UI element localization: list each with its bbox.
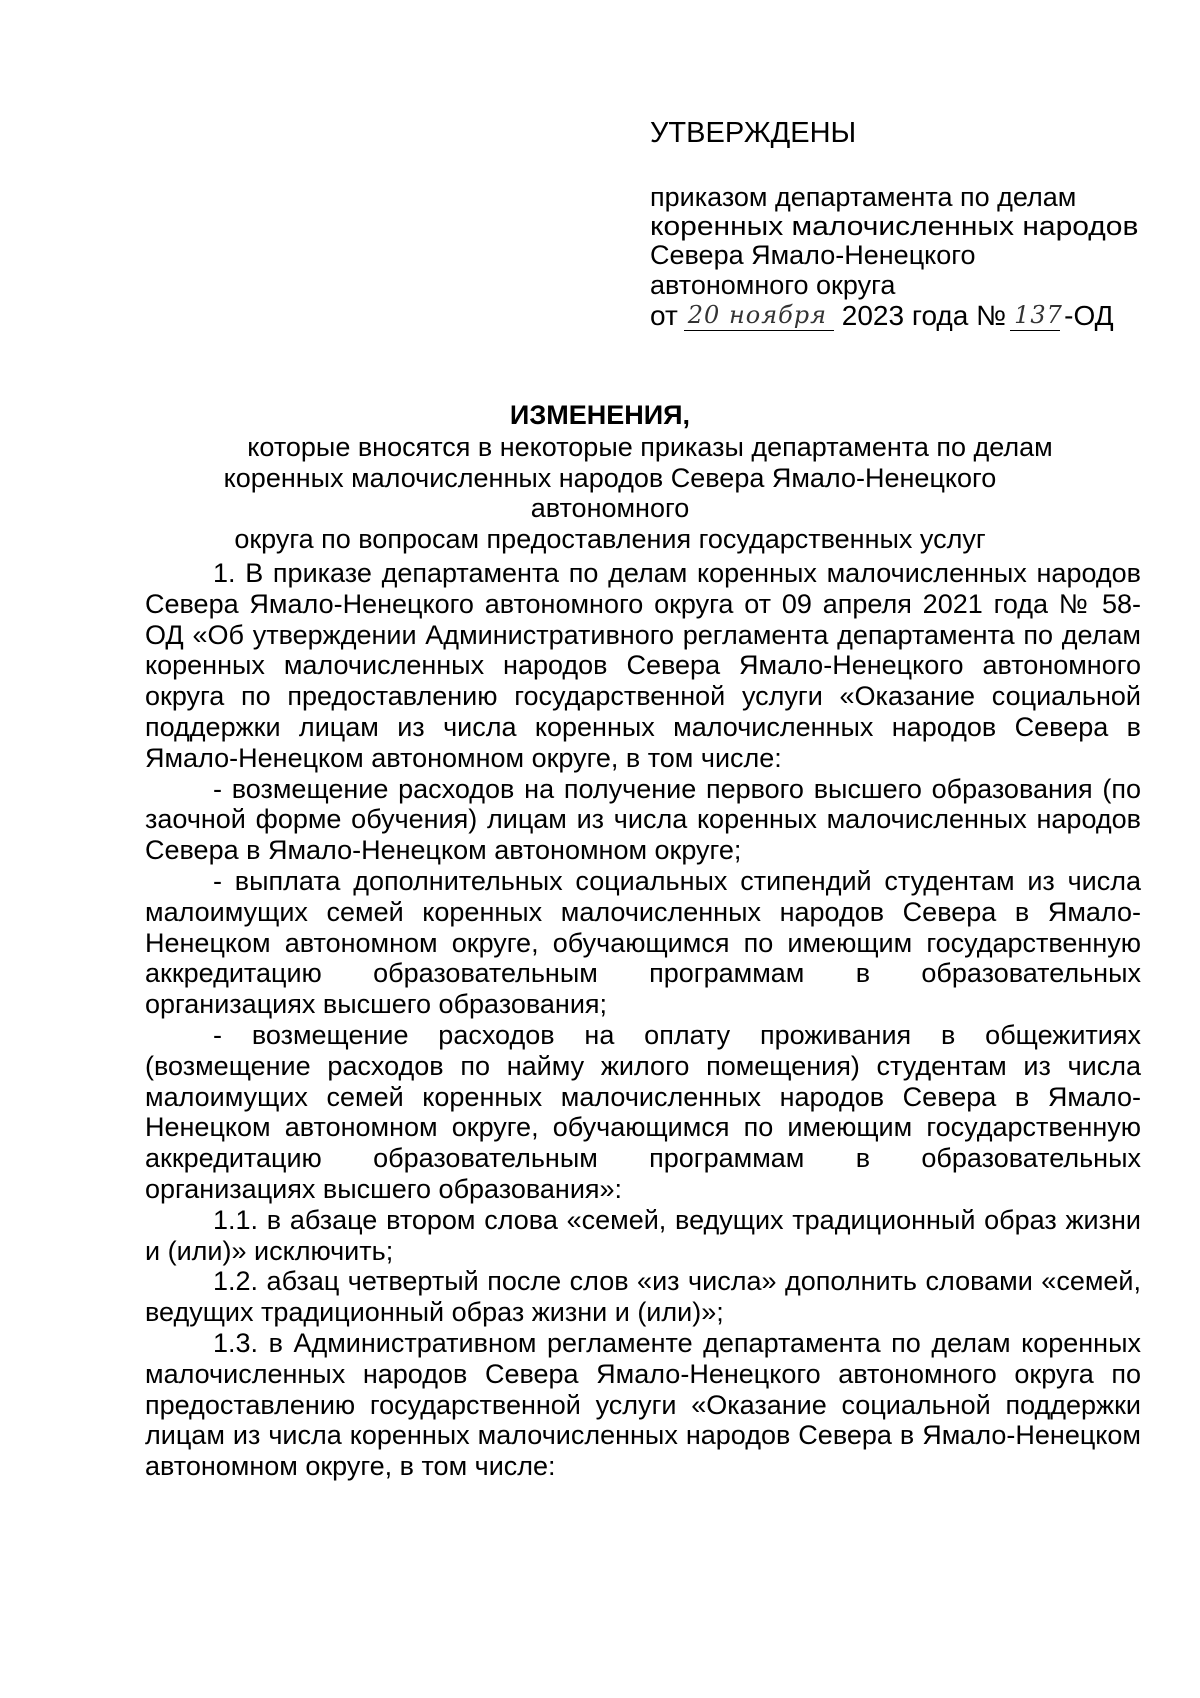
approval-date-line (650, 300, 1140, 331)
date-prefix: от (650, 300, 678, 331)
date-year: 2023 года № (841, 300, 1007, 331)
approval-line-3: Севера Ямало-Ненецкого (650, 240, 976, 270)
approval-line-4: автономного округа (650, 270, 896, 300)
approval-title: УТВЕРЖДЕНЫ (650, 117, 857, 149)
paragraph-bullet-2: - выплата дополнительных социальных стипендий студентам из числа малоимущих семей коренных малочисленных народов Севера в Ямало-Ненецком автономном округе, обучающимся по имеющим государственную аккредитацию образовательным программам в образовательных организациях высшего образования; (145, 865, 1141, 1020)
paragraph-1-1: 1.1. в абзаце втором слова «семей, ведущих традиционный образ жизни и (или)» исключить; (145, 1204, 1141, 1266)
date-field (684, 300, 834, 331)
subheading-line-3: округа по вопросам предоставления государственных услуг (234, 523, 986, 554)
paragraph-1-3: 1.3. в Административном регламенте департамента по делам коренных малочисленных народов Севера Ямало-Ненецкого автономного округа по предоставлению государственной услуги «Оказание социальной поддержки лицам из числа коренных малочисленных народов Севера в Ямало-Ненецком автономном округе, в том числе: (145, 1327, 1141, 1482)
paragraph-1-2: 1.2. абзац четвертый после слов «из числа» дополнить словами «семей, ведущих традиционный образ жизни и (или)»; (145, 1266, 1141, 1328)
number-field (1010, 300, 1063, 331)
handwritten-number: 137 (1014, 301, 1063, 329)
number-suffix: -ОД (1064, 300, 1114, 331)
paragraph-bullet-3: - возмещение расходов на оплату проживания в общежитиях (возмещение расходов по найму жилого помещения) студентам из числа малоимущих семей коренных малочисленных народов Севера в Ямало-Ненецком автономном округе, обучающимся по имеющим государственную аккредитацию образовательным программам в образовательных организациях высшего образования»: (145, 1019, 1141, 1204)
approval-line-1: приказом департамента по делам (650, 182, 1077, 212)
document-heading: ИЗМЕНЕНИЯ, (509, 400, 691, 430)
paragraph-bullet-1: - возмещение расходов на получение первого высшего образования (по заочной форме обучения) лицам из числа коренных малочисленных народов Севера в Ямало-Ненецком автономном округе; (145, 773, 1141, 866)
handwritten-date: 20 ноября (687, 301, 827, 329)
paragraph-1: 1. В приказе департамента по делам коренных малочисленных народов Севера Ямало-Ненецкого автономного округа от 09 апреля 2021 года № 58-ОД «Об утверждении Административного регламента департамента по делам коренных малочисленных народов Севера Ямало-Ненецкого автономного округа по предоставлению государственной услуги «Оказание социальной поддержки лицам из числа коренных малочисленных народов Севера в Ямало-Ненецком автономном округе, в том числе: (145, 558, 1141, 773)
document-body (145, 558, 1141, 1482)
approval-line-2: коренных малочисленных народов (650, 212, 1139, 242)
subheading-line-2: коренных малочисленных народов Севера Ямало-Ненецкого автономного (223, 462, 997, 523)
subheading-line-1: которые вносятся в некоторые приказы департамента по делам (247, 432, 1053, 462)
approval-block (650, 118, 1140, 331)
document-subheading (150, 432, 1070, 554)
